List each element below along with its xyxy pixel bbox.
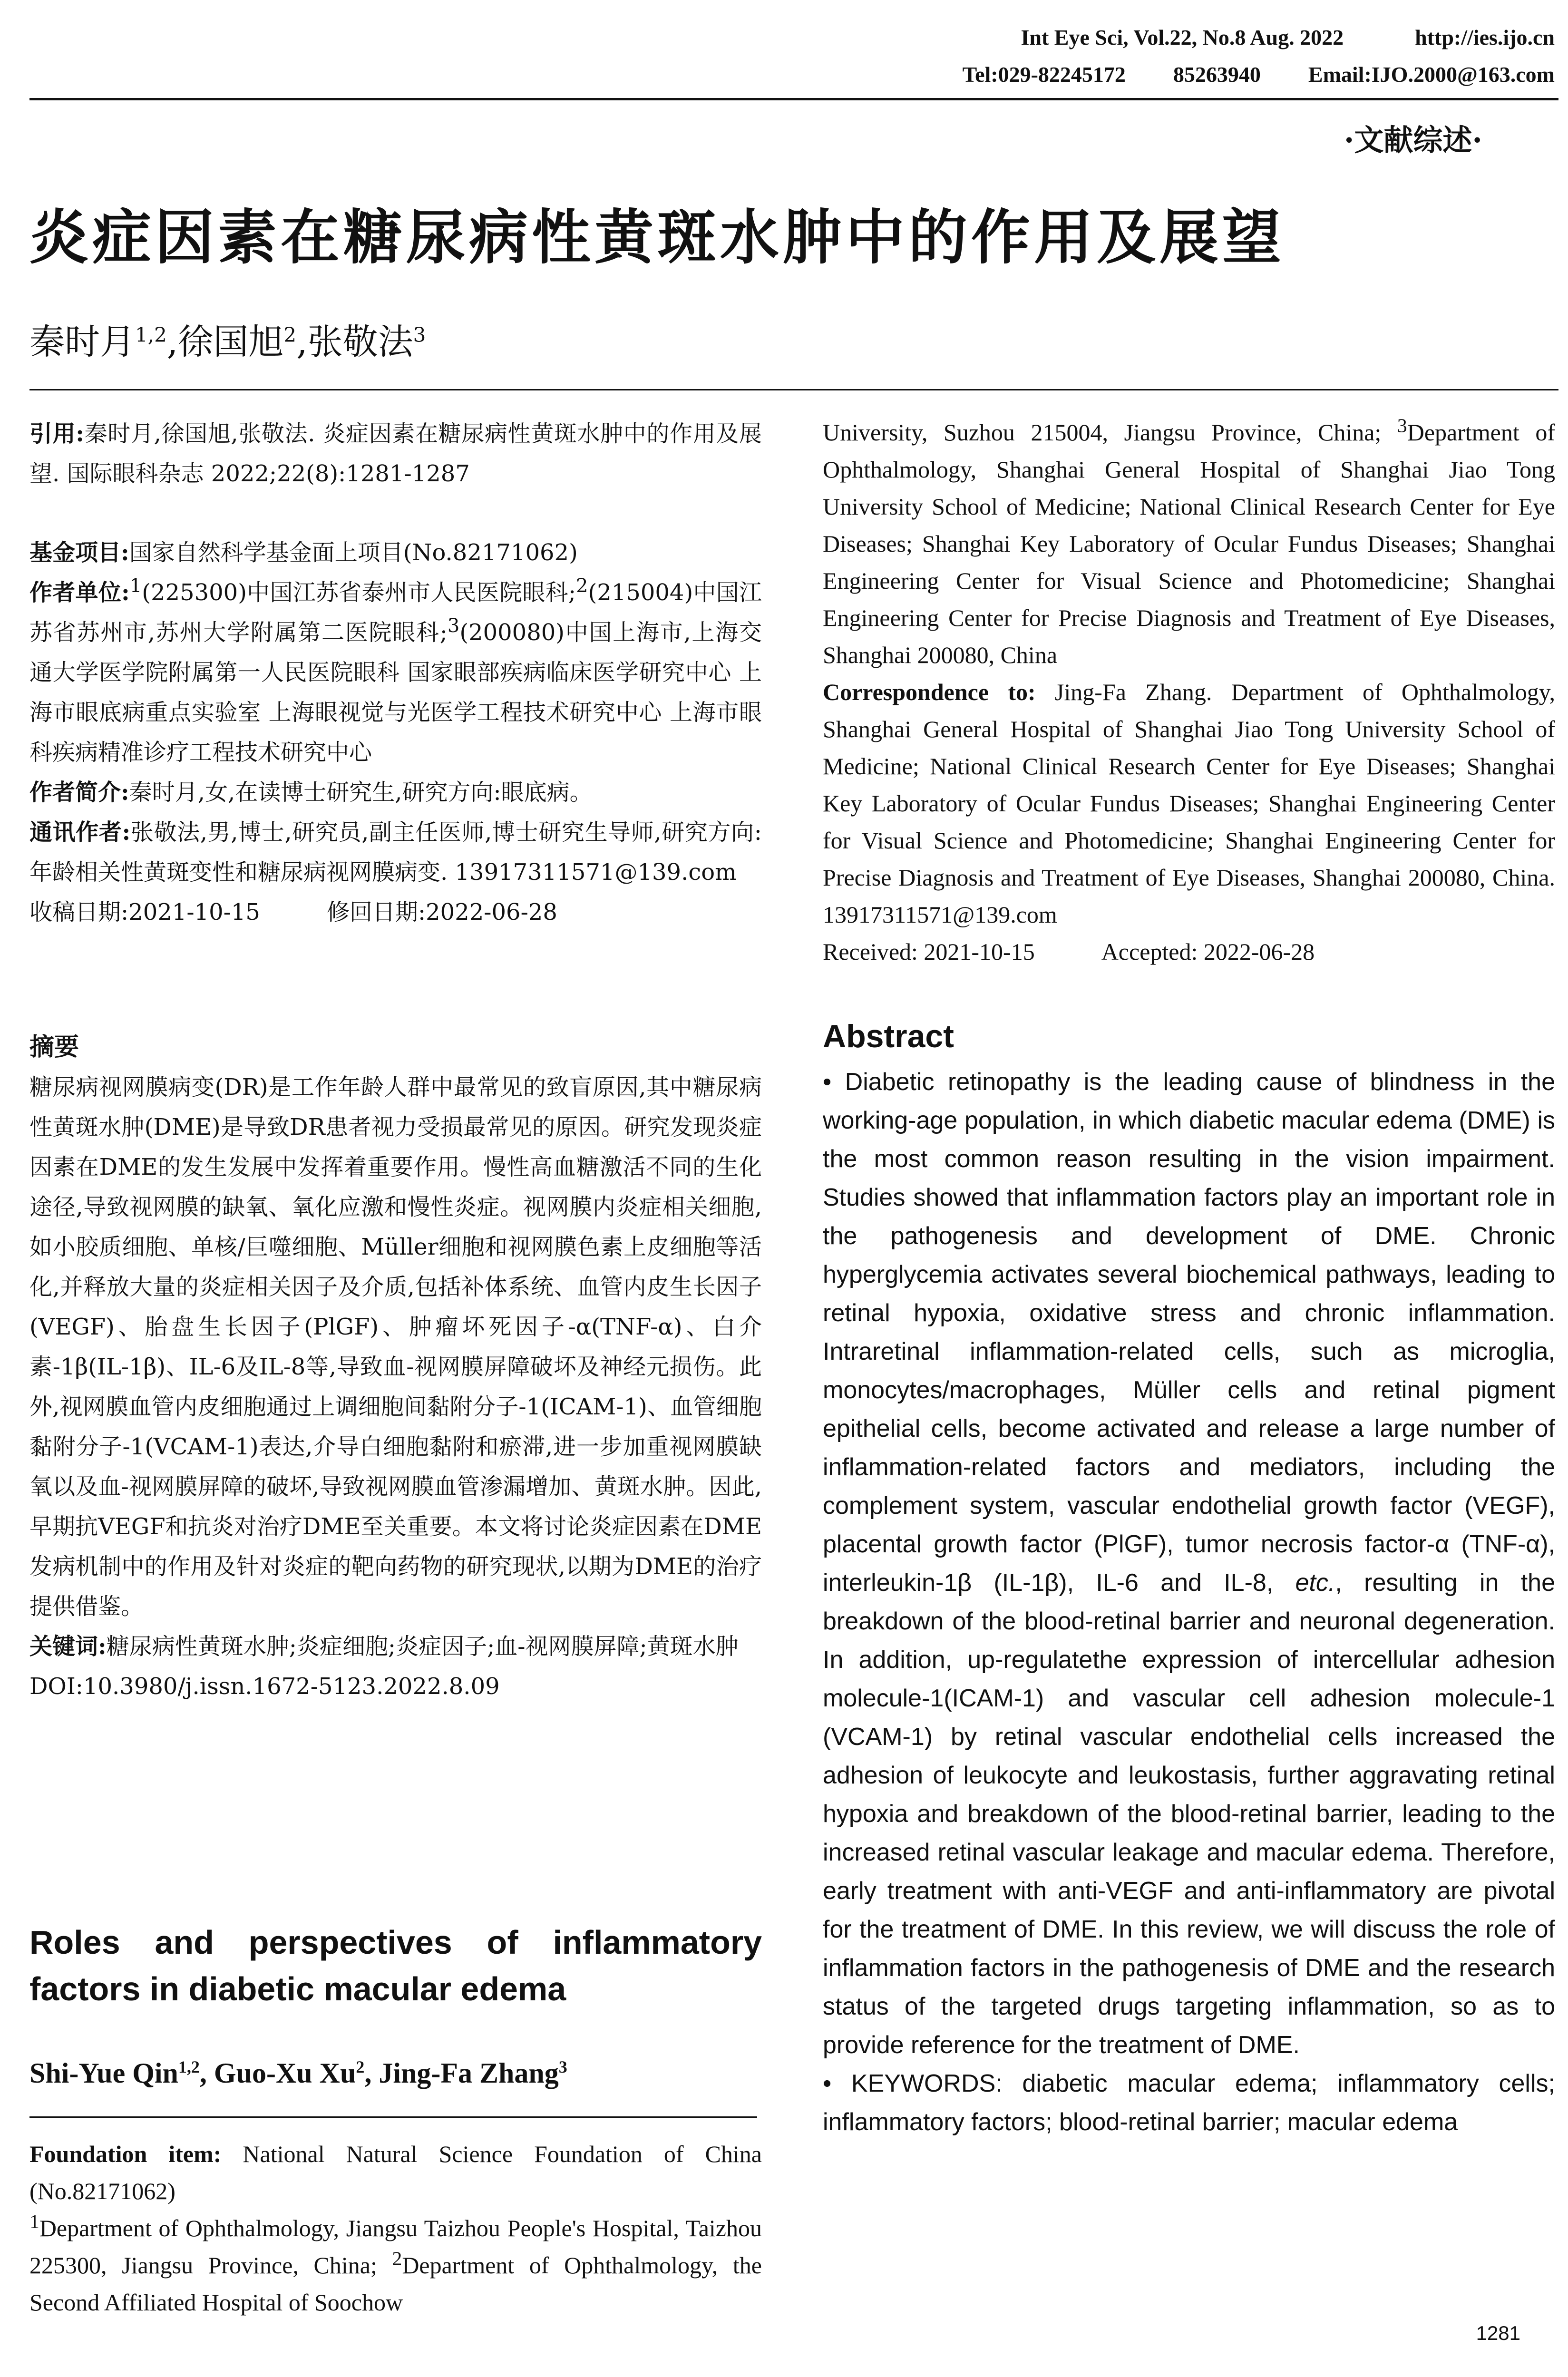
title-en: Roles and perspectives of inflammatory factors in diabetic macular edema <box>29 1924 762 2007</box>
correspondence-en-text: Jing-Fa Zhang. Department of Ophthalmology, Shanghai General Hospital of Shanghai Jiao Tong University School of Medicine; National Clinical Research Center for Eye Diseases; Shanghai Key Laboratory of Ocular Fundus Diseases; Shanghai Engineering Center for Visual Science and Photomedicine; Shanghai Engineering Center for Precise Diagnosis and Treatment of Eye Diseases, Shanghai 200080, China. 13917311571@139.com <box>823 679 1556 928</box>
citation-label: 引用: <box>29 420 85 447</box>
journal-url[interactable]: http://ies.ijo.cn <box>1415 25 1555 49</box>
affiliation-en-right: University, Suzhou 215004, Jiangsu Province, China; <box>823 419 1397 446</box>
journal-tel2: 85263940 <box>1173 62 1261 87</box>
correspondence-en-label: Correspondence to: <box>823 679 1036 705</box>
corresponding-label: 通讯作者: <box>29 819 131 846</box>
foundation-label: 基金项目: <box>29 539 129 566</box>
foundation-en-label: Foundation item: <box>29 2141 222 2167</box>
section-label: ·文献综述· <box>1344 123 1482 157</box>
author-name-en: Jing-Fa Zhang <box>379 2057 559 2089</box>
abstract-en <box>823 1063 1555 2142</box>
author-affil-sup: 3 <box>558 2057 567 2076</box>
journal-header <box>841 19 1555 93</box>
affiliation-en-block: University, Suzhou 215004, Jiangsu Province, China; $^3$Department of Ophthalmology, Shanghai General Hospital of Shanghai Jiao Tong University School of Medicine; National Clinical Research Center for Eye Diseases; Shanghai Key Laboratory of Ocular Fundus Diseases; Shanghai Engineering Center for Visual Science and Photomedicine; Shanghai Engineering Center for Precise Diagnosis and Treatment of Eye Diseases, Shanghai 200080, China Correspondence to: Jing-Fa Zhang. Department of Ophthalmology, Shanghai General Hospital of Shanghai Jiao Tong University School of Medicine; National Clinical Research Center for Eye Diseases; Shanghai Key Laboratory of Ocular Fundus Diseases; Shanghai Engineering Center for Visual Science and Photomedicine; Shanghai Engineering Center for Precise Diagnosis and Treatment of Eye Diseases, Shanghai 200080, China. 13917311571@139.com Received: 2021-10-15 Accepted: 2022-06-28 <box>823 414 1555 970</box>
author-affil-sup: 3 <box>413 323 426 347</box>
author-affil-sup: 2 <box>283 323 297 347</box>
abstract-cn <box>29 1027 762 1706</box>
abstract-en-text-a: • Diabetic retinopathy is the leading cause of blindness in the working-age population, in which diabetic macular edema (DME) is the most common reason resulting in the vision impairment. Studies showed that inflammation factors play an important role in the pathogenesis and development of DME. Chronic hyperglycemia activates several biochemical pathways, leading to retinal hypoxia, oxidative stress and chronic inflammation. Intraretinal inflammation-related cells, such as microglia, monocytes/macrophages, Müller cells and retinal pigment epithelial cells, become activated and release a large number of inflammation-related factors and mediators, including the complement system, vascular endothelial growth factor (VEGF), placental growth factor (PlGF), tumor necrosis factor-α (TNF-α), interleukin-1β (IL-1β), IL-6 and IL-8, <box>823 1068 1555 1597</box>
affiliation-cn: 作者单位:$^1$(225300)中国江苏省泰州市人民医院眼科;$^2$(215004)中国江苏省苏州市,苏州大学附属第二医院眼科;$^3$(200080)中国上海市,上海交通大学医学院附属第一人民医院眼科 国家眼部疾病临床医学研究中心 上海市眼底病重点实验室 上海眼视觉与光医学工程技术研究中心 上海市眼科疾病精准诊疗工程技术研究中心 <box>29 575 762 766</box>
foundation-cn <box>29 533 762 573</box>
keywords-cn <box>29 1627 762 1666</box>
title-rule <box>29 389 1558 390</box>
foundation-en-block: Foundation item: National Natural Science Foundation of China (No.82171062) $^1$Department of Ophthalmology, Jiangsu Taizhou People's Hospital, Taizhou 225300, Jiangsu Province, China; $^2$Department of Ophthalmology, the Second Affiliated Hospital of Soochow <box>29 2141 762 2316</box>
page-number: 1281 <box>1476 2322 1520 2344</box>
author-name: 秦时月 <box>29 321 135 362</box>
doi[interactable]: DOI:10.3980/j.issn.1672-5123.2022.8.09 <box>29 1673 500 1700</box>
journal-tel: Tel:029-82245172 <box>962 62 1126 87</box>
abstract-en-etc: etc. <box>1295 1569 1335 1597</box>
received-date-en: Received: 2021-10-15 <box>823 938 1035 965</box>
author-name: 徐国旭 <box>178 321 284 362</box>
keywords-cn-text: 糖尿病性黄斑水肿;炎症细胞;炎症因子;血-视网膜屏障;黄斑水肿 <box>106 1633 739 1660</box>
abstract-cn-heading: 摘要 <box>29 1033 79 1062</box>
author-intro-label: 作者简介: <box>29 779 129 806</box>
journal-issue: Int Eye Sci, Vol.22, No.8 Aug. 2022 <box>1021 25 1344 49</box>
dates-cn <box>29 892 762 932</box>
revised-date-cn: 修回日期:2022-06-28 <box>326 899 557 925</box>
foundation-en-text: National Natural Science Foundation of China (No.82171062) <box>29 2141 762 2204</box>
citation-text: 秦时月,徐国旭,张敬法. 炎症因素在糖尿病性黄斑水肿中的作用及展望. 国际眼科杂志 2022;22(8):1281-1287 <box>29 420 762 487</box>
author-name: 张敬法 <box>307 321 413 362</box>
affiliation-en-left2: Department of Ophthalmology, the Second Affiliated Hospital of Soochow <box>29 2252 762 2316</box>
abstract-en-heading: Abstract <box>823 1018 954 1054</box>
author-intro <box>29 772 762 812</box>
affiliation-label: 作者单位: <box>29 579 130 606</box>
page-title: 炎症因素在糖尿病性黄斑水肿中的作用及展望 <box>29 203 1286 272</box>
affiliation-en-right2: Department of Ophthalmology, Shanghai General Hospital of Shanghai Jiao Tong University School of Medicine; National Clinical Research Center for Eye Diseases; Shanghai Key Laboratory of Ocular Fundus Diseases; Shanghai Engineering Center for Visual Science and Photomedicine; Shanghai Engineering Center for Precise Diagnosis and Treatment of Eye Diseases, Shanghai 200080, China <box>823 419 1555 668</box>
author-affil-sup: 2 <box>356 2057 365 2076</box>
dates-en <box>823 933 1555 970</box>
affiliation-1: (225300)中国江苏省泰州市人民医院眼科; <box>142 579 576 606</box>
authors-rule <box>29 2116 757 2118</box>
abstract-en-text <box>823 1063 1555 2065</box>
affiliation-3: (200080)中国上海市,上海交通大学医学院附属第一人民医院眼科 国家眼部疾病临床医学研究中心 上海市眼底病重点实验室 上海眼视觉与光医学工程技术研究中心 上海市眼科疾病精准诊疗工程技术研究中心 <box>29 619 762 766</box>
journal-email[interactable]: Email:IJO.2000@163.com <box>1308 62 1555 87</box>
affiliation-en-left: Department of Ophthalmology, Jiangsu Taizhou People's Hospital, Taizhou 225300, Jiangsu Province, China; <box>29 2215 762 2279</box>
affiliation-2: (215004)中国江苏省苏州市,苏州大学附属第二医院眼科; <box>29 579 762 646</box>
author-intro-text: 秦时月,女,在读博士研究生,研究方向:眼底病。 <box>129 779 593 806</box>
keywords-cn-label: 关键词: <box>29 1633 107 1660</box>
keywords-en: • KEYWORDS: diabetic macular edema; inflammatory cells; inflammatory factors; blood-retinal barrier; macular edema <box>823 2070 1555 2136</box>
corresponding-cn <box>29 812 762 892</box>
author-affil-sup: 1,2 <box>178 2057 200 2076</box>
abstract-cn-text: 糖尿病视网膜病变(DR)是工作年龄人群中最常见的致盲原因,其中糖尿病性黄斑水肿(DME)是导致DR患者视力受损最常见的原因。研究发现炎症因素在DME的发生发展中发挥着重要作用。慢性高血糖激活不同的生化途径,导致视网膜的缺氧、氧化应激和慢性炎症。视网膜内炎症相关细胞,如小胶质细胞、单核/巨噬细胞、Müller细胞和视网膜色素上皮细胞等活化,并释放大量的炎症相关因子及介质,包括补体系统、血管内皮生长因子(VEGF)、胎盘生长因子(PlGF)、肿瘤坏死因子-α(TNF-α)、白介素-1β(IL-1β)、IL-6及IL-8等,导致血-视网膜屏障破坏及神经元损伤。此外,视网膜血管内皮细胞通过上调细胞间黏附分子-1(ICAM-1)、血管细胞黏附分子-1(VCAM-1)表达,介导白细胞黏附和瘀滞,进一步加重视网膜缺氧以及血-视网膜屏障的破坏,导致视网膜血管渗漏增加、黄斑水肿。因此,早期抗VEGF和抗炎对治疗DME至关重要。本文将讨论炎症因素在DME发病机制中的作用及针对炎症的靶向药物的研究现状,以期为DME的治疗提供借鉴。 <box>29 1074 762 1620</box>
abstract-en-text-b: , resulting in the breakdown of the blood-retinal barrier and neuronal degeneration. In addition, up-regulatethe expression of intercellular adhesion molecule-1(ICAM-1) and vascular cell adhesion molecule-1 (VCAM-1) by retinal vascular endothelial cells increased the adhesion of leukocyte and leukostasis, further aggravating retinal hypoxia and breakdown of the blood-retinal barrier, leading to the increased retinal vascular leakage and macular edema. Therefore, early treatment with anti-VEGF and anti-inflammatory are pivotal for the treatment of DME. In this review, we will discuss the role of inflammation factors in the pathogenesis of DME and the research status of the targeted drugs targeting inflammation, so as to provide reference for the treatment of DME. <box>823 1569 1555 2059</box>
header-rule <box>29 98 1558 100</box>
author-affil-sup: 1,2 <box>135 323 167 347</box>
author-name-en: Guo-Xu Xu <box>214 2057 356 2089</box>
corresponding-text: 张敬法,男,博士,研究员,副主任医师,博士研究生导师,研究方向:年龄相关性黄斑变性和糖尿病视网膜病变. 13917311571@139.com <box>29 819 762 886</box>
author-name-en: Shi-Yue Qin <box>29 2057 178 2089</box>
metadata-block-cn <box>29 533 762 932</box>
authors-cn: 秦时月$^{1,2}$,徐国旭$^2$,张敬法$^3$ <box>29 321 426 362</box>
foundation-text: 国家自然科学基金面上项目(No.82171062) <box>129 539 578 566</box>
citation-block <box>29 414 762 494</box>
received-date-cn: 收稿日期:2021-10-15 <box>29 899 260 925</box>
authors-en: Shi-Yue Qin$^{1,2}$, Guo-Xu Xu$^2$, Jing-Fa Zhang$^3$ <box>29 2057 567 2089</box>
accepted-date-en: Accepted: 2022-06-28 <box>1101 938 1315 965</box>
